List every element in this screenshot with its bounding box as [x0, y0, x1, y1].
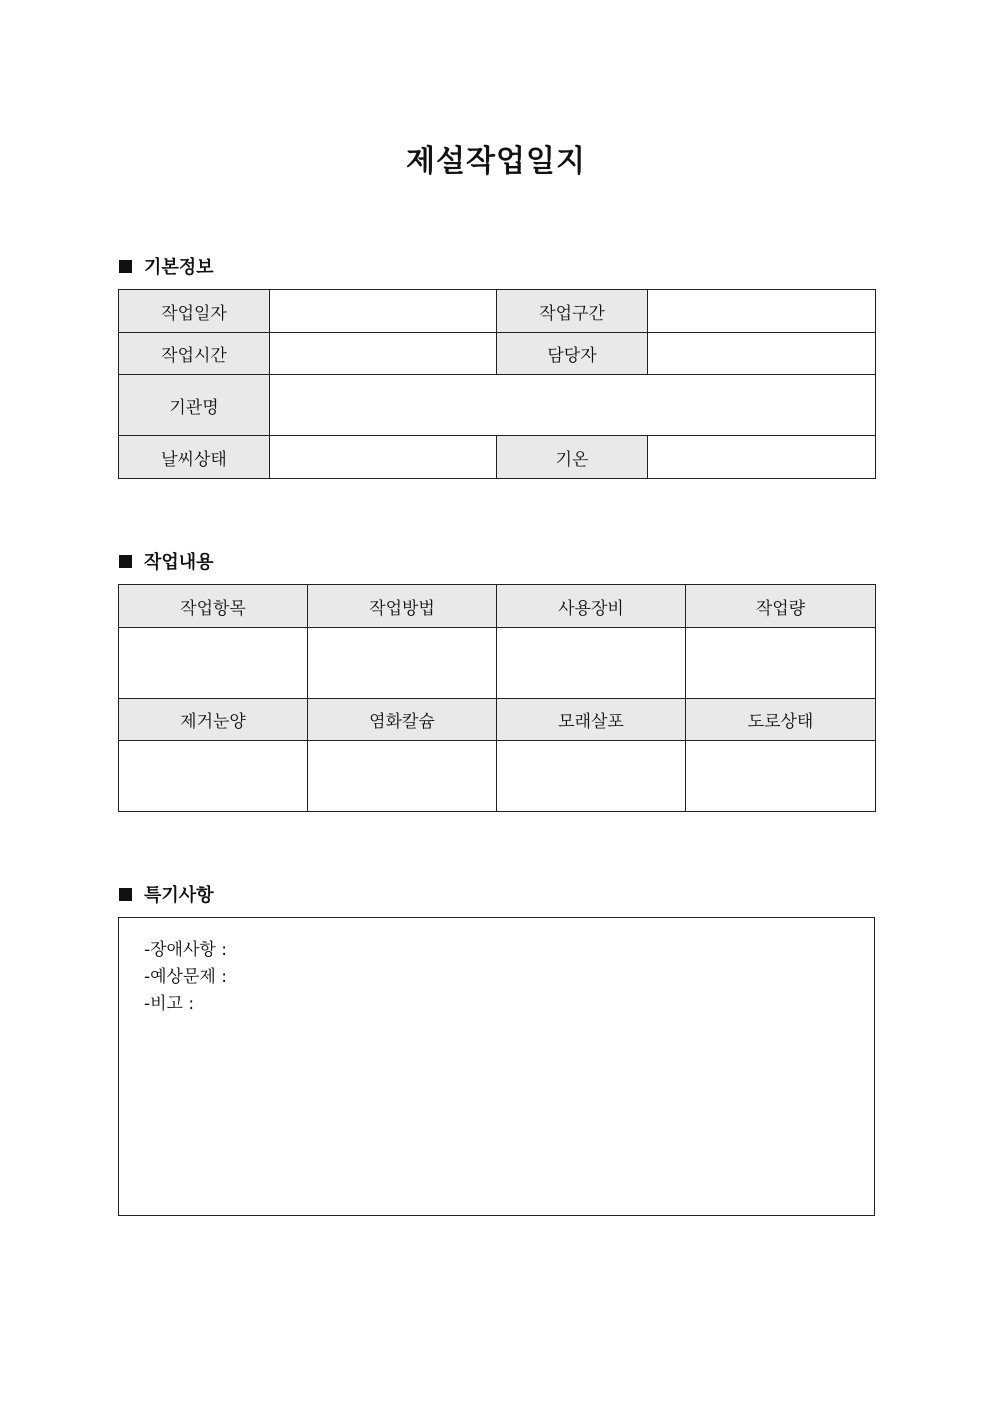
work-method-header: 작업방법 — [308, 585, 497, 628]
calcium-chloride-field[interactable] — [308, 741, 497, 812]
section-heading-label: 기본정보 — [144, 257, 214, 278]
manager-field[interactable] — [648, 333, 876, 375]
work-item-field[interactable] — [119, 628, 308, 699]
notes-lines — [144, 937, 227, 1018]
square-bullet-icon — [119, 555, 132, 568]
special-notes-box[interactable] — [118, 917, 875, 1216]
square-bullet-icon — [119, 888, 132, 901]
equipment-field[interactable] — [497, 628, 686, 699]
page-title: 제설작업일지 — [406, 144, 586, 179]
basic-info-table — [118, 289, 876, 479]
work-content-table — [118, 584, 876, 812]
section-heading-label: 작업내용 — [144, 552, 214, 573]
sand-spread-header: 모래살포 — [497, 699, 686, 741]
weather-field[interactable] — [270, 436, 497, 479]
remarks-note-line: -비고 : — [144, 994, 195, 1014]
work-amount-field[interactable] — [686, 628, 876, 699]
temperature-label: 기온 — [497, 436, 648, 479]
obstacle-note-line: -장애사항 : — [144, 940, 227, 960]
road-condition-field[interactable] — [686, 741, 876, 812]
work-time-label: 작업시간 — [119, 333, 270, 375]
section-heading-work-content — [119, 548, 214, 574]
manager-label: 담당자 — [497, 333, 648, 375]
work-item-header: 작업항목 — [119, 585, 308, 628]
section-heading-basic-info — [119, 253, 214, 279]
snow-removed-header: 제거눈양 — [119, 699, 308, 741]
work-date-label: 작업일자 — [119, 290, 270, 333]
weather-label: 날씨상태 — [119, 436, 270, 479]
section-heading-special-notes — [119, 881, 214, 907]
snow-removed-field[interactable] — [119, 741, 308, 812]
temperature-field[interactable] — [648, 436, 876, 479]
road-condition-header: 도로상태 — [686, 699, 876, 741]
work-date-field[interactable] — [270, 290, 497, 333]
calcium-chloride-header: 염화칼슘 — [308, 699, 497, 741]
sand-spread-field[interactable] — [497, 741, 686, 812]
work-method-field[interactable] — [308, 628, 497, 699]
work-amount-header: 작업량 — [686, 585, 876, 628]
expected-issue-note-line: -예상문제 : — [144, 967, 227, 987]
agency-field[interactable] — [270, 375, 876, 436]
work-time-field[interactable] — [270, 333, 497, 375]
work-section-field[interactable] — [648, 290, 876, 333]
agency-label: 기관명 — [119, 375, 270, 436]
section-heading-label: 특기사항 — [144, 885, 214, 906]
square-bullet-icon — [119, 260, 132, 273]
work-section-label: 작업구간 — [497, 290, 648, 333]
equipment-header: 사용장비 — [497, 585, 686, 628]
